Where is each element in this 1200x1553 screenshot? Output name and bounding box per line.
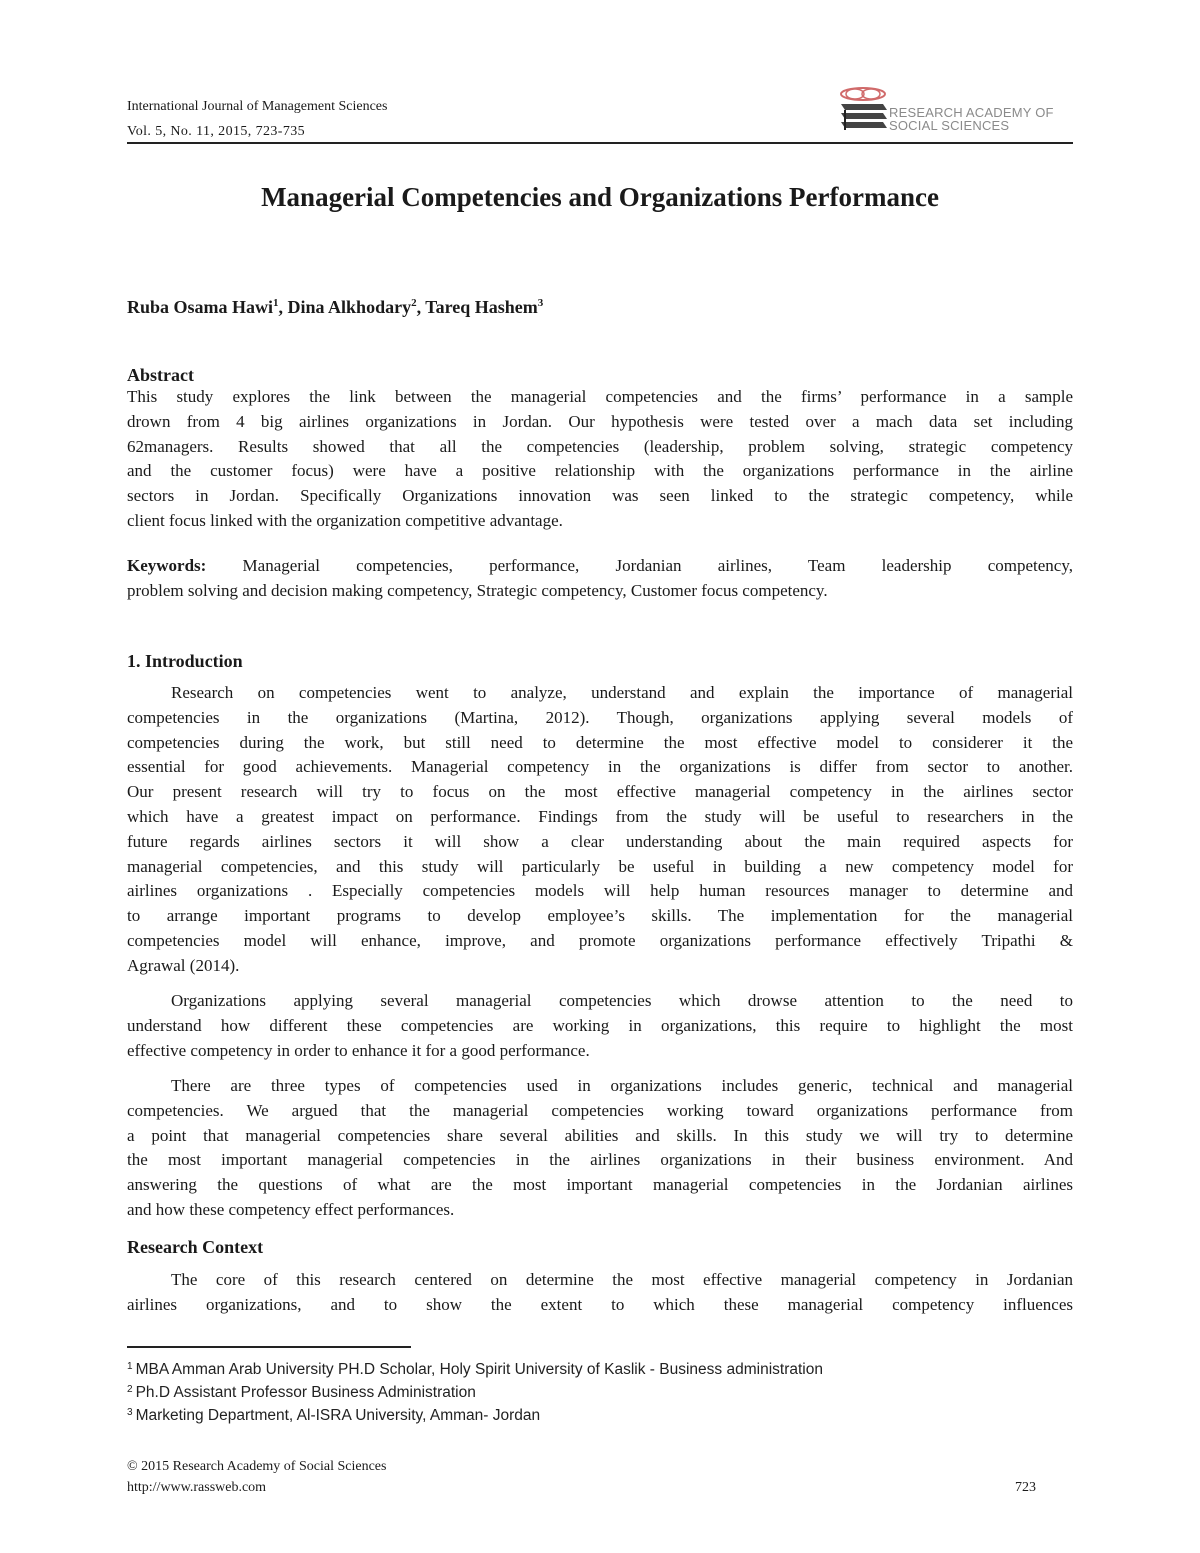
author-separator: , [416, 297, 426, 317]
text-line: Research on competencies went to analyze, understand and explain the importance of managerial [171, 683, 1073, 702]
text-line: 62managers. Results showed that all the competencies (leadership, problem solving, strategic competency [127, 436, 1073, 456]
text-line: answering the questions of what are the most important managerial competencies in the Jordanian airlines [127, 1175, 1073, 1195]
text-line: which have a greatest impact on performance. Findings from the study will be useful to researchers in the [127, 806, 1073, 826]
footnote-number: 2 [127, 1384, 133, 1395]
text-line: airlines organizations . Especially competencies models will help human resources manager to determine and [127, 881, 1073, 901]
page-number: 723 [1015, 1480, 1036, 1495]
text-line: the most important managerial competencies in the airlines organizations in their business environment. And [127, 1150, 1073, 1170]
text-line: client focus linked with the organization competitive advantage. [127, 510, 563, 530]
text-line: a point that managerial competencies share several abilities and skills. In this study we will try to determine [127, 1125, 1073, 1145]
text-line: The core of this research centered on determine the most effective managerial competency in Jordanian [171, 1270, 1073, 1289]
author-list [127, 295, 543, 319]
logo-line-1: RESEARCH ACADEMY OF [889, 105, 1054, 120]
keywords [127, 554, 1073, 604]
introduction-heading: 1. Introduction [127, 651, 243, 671]
publisher-url[interactable]: http://www.rassweb.com [127, 1480, 267, 1495]
author-affiliation-mark: 3 [537, 297, 544, 309]
paper-title: Managerial Competencies and Organizations Performance [261, 182, 939, 212]
text-line: competencies model will enhance, improve, and promote organizations performance effectively Tripathi & [127, 930, 1073, 950]
abstract-heading: Abstract [127, 365, 194, 385]
text-line: and the customer focus) were have a positive relationship with the organizations performance in the airline [127, 461, 1073, 481]
footnote-text: Ph.D Assistant Professor Business Administration [135, 1384, 476, 1401]
journal-name: International Journal of Management Sciences [127, 99, 388, 114]
keywords-text: Managerial competencies, performance, Jordanian airlines, Team leadership competency, [206, 556, 1073, 575]
text-line: future regards airlines sectors it will show a clear understanding about the main required aspects for [127, 831, 1073, 851]
footnote-number: 1 [127, 1361, 133, 1372]
research-context-heading: Research Context [127, 1237, 264, 1257]
keywords-label: Keywords: [127, 556, 207, 575]
text-line: Organizations applying several managerial competencies which drowse attention to the need to [171, 991, 1073, 1010]
text-line: This study explores the link between the managerial competencies and the firms’ performance in a sample [127, 387, 1073, 406]
text-line: drown from 4 big airlines organizations in Jordan. Our hypothesis were tested over a mach data set including [127, 411, 1073, 431]
text-line: airlines organizations, and to show the extent to which these managerial competency influences [127, 1294, 1073, 1314]
footnote [127, 1406, 540, 1426]
author-name: Tareq Hashem [425, 297, 538, 317]
abstract-body [127, 385, 1073, 534]
introduction-paragraph-3 [127, 1074, 1073, 1223]
text-line: managerial competencies, and this study will particularly be useful in building a new competency model for [127, 856, 1073, 876]
footnote-number: 3 [127, 1407, 133, 1418]
research-context-body [127, 1268, 1073, 1318]
author-affiliation-mark: 2 [411, 297, 417, 309]
logo-line-2: SOCIAL SCIENCES [889, 118, 1010, 133]
author-name: Dina Alkhodary [287, 297, 412, 317]
introduction-paragraph-1 [127, 681, 1073, 979]
footnote-rule [127, 1346, 411, 1348]
footnote [127, 1360, 823, 1380]
keywords-line-2: problem solving and decision making competency, Strategic competency, Customer focus competency. [127, 580, 828, 600]
text-line: effective competency in order to enhance it for a good performance. [127, 1040, 590, 1060]
author-affiliation-mark: 1 [273, 297, 279, 309]
text-line: There are three types of competencies used in organizations includes generic, technical and managerial [171, 1076, 1073, 1095]
text-line: competencies during the work, but still need to determine the most effective model to considerer it the [127, 732, 1073, 752]
author-separator: , [278, 297, 288, 317]
text-line: Our present research will try to focus on the most effective managerial competency in the airlines sector [127, 782, 1073, 802]
publisher-logo [835, 84, 1085, 140]
footnote [127, 1383, 476, 1403]
text-line: and how these competency effect performances. [127, 1199, 455, 1219]
book-stack-icon [835, 84, 891, 140]
copyright-notice: © 2015 Research Academy of Social Sciences [127, 1459, 387, 1474]
text-line: competencies in the organizations (Martina, 2012). Though, organizations applying several models of [127, 707, 1073, 727]
text-line: competencies. We argued that the managerial competencies working toward organizations performance from [127, 1100, 1073, 1120]
text-line: Agrawal (2014). [127, 955, 240, 975]
journal-volume: Vol. 5, No. 11, 2015, 723-735 [127, 124, 306, 139]
footnote-text: Marketing Department, Al-ISRA University, Amman- Jordan [135, 1407, 541, 1424]
author-name: Ruba Osama Hawi [127, 297, 274, 317]
footnote-text: MBA Amman Arab University PH.D Scholar, Holy Spirit University of Kaslik - Business administration [135, 1361, 823, 1378]
text-line: to arrange important programs to develop employee’s skills. The implementation for the managerial [127, 906, 1073, 926]
publisher-logo-text [889, 106, 1054, 132]
introduction-paragraph-2 [127, 989, 1073, 1063]
text-line: understand how different these competencies are working in organizations, this require to highlight the most [127, 1015, 1073, 1035]
text-line: sectors in Jordan. Specifically Organizations innovation was seen linked to the strategic competency, while [127, 486, 1073, 506]
keywords-line-1 [127, 554, 1073, 579]
text-line: essential for good achievements. Managerial competency in the organizations is differ from sector to another. [127, 757, 1073, 777]
header-rule [127, 142, 1073, 144]
